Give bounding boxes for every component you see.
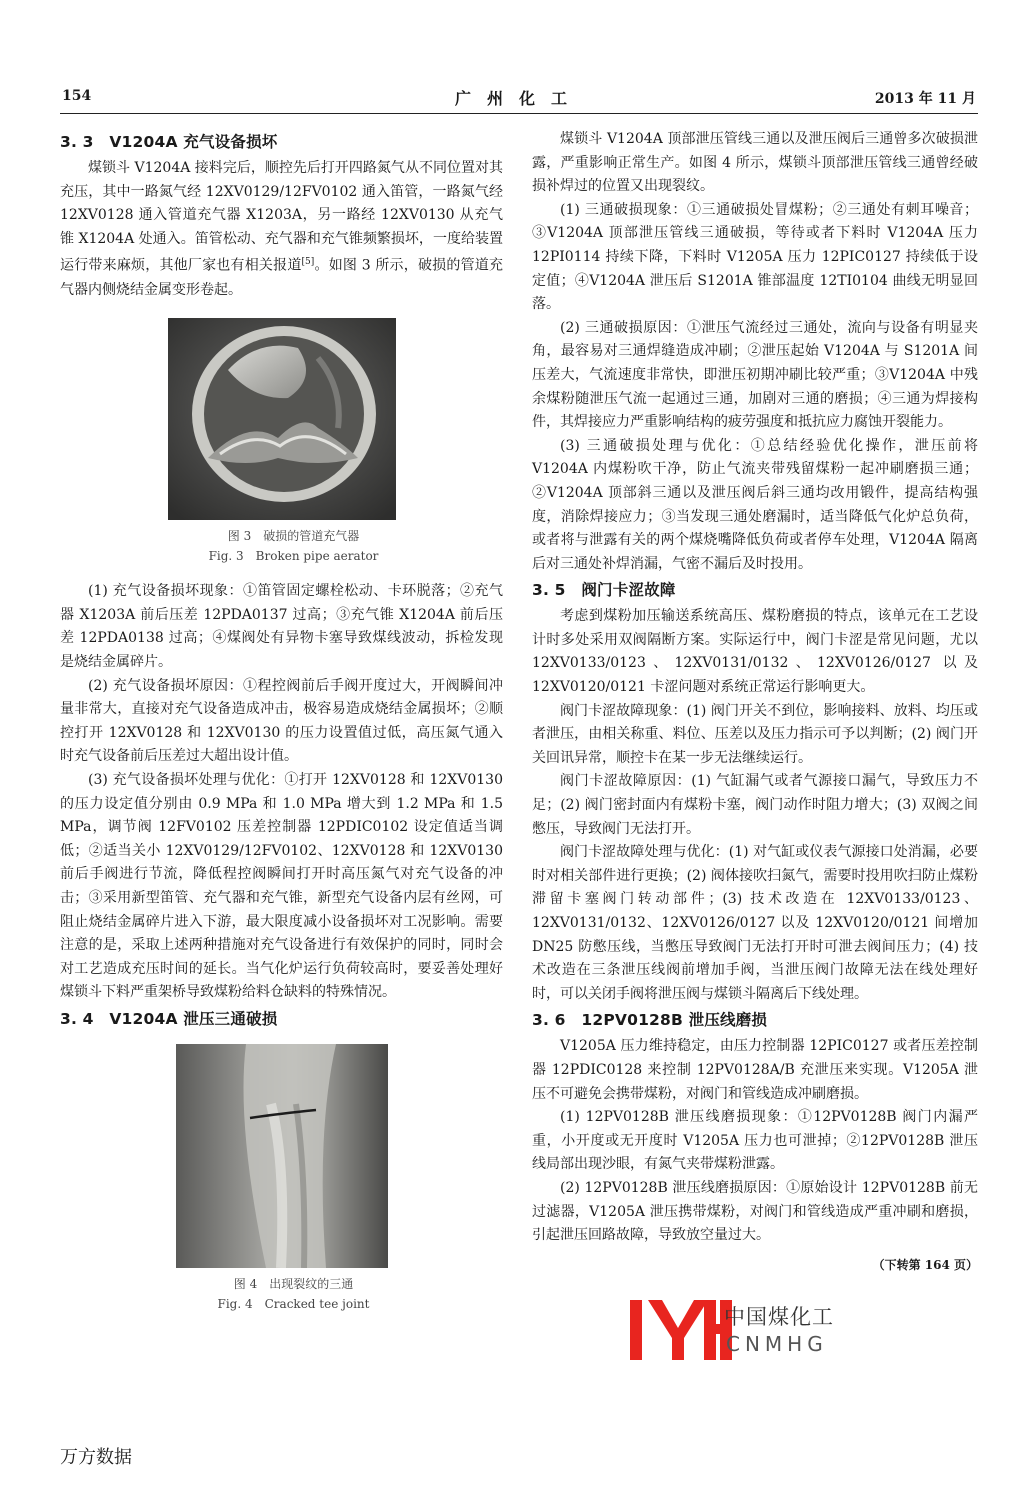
section-3-5-paragraph-3: 阀门卡涩故障原因：(1) 气缸漏气或者气源接口漏气，导致压力不足；(2) 阀门密封面内有煤粉卡塞，阀门动作时阻力增大；(3) 双阀之间憋压，导致阀门无法打开。 [532, 773, 978, 837]
watermark-text-en: CNMHG [726, 1332, 828, 1356]
page-number: 154 [62, 88, 92, 104]
section-3-5-paragraph-2: 阀门卡涩故障现象：(1) 阀门开关不到位，影响接料、放料、均压或者泄压，由相关称重、料位、压差以及压力指示可予以判断；(2) 阀门开关回讯异常，顺控卡在某一步无法继续运行。 [532, 702, 978, 766]
issue-date: 2013 年 11 月 [874, 91, 976, 107]
section-3-4-paragraph-4: (3) 三通破损处理与优化：①总结经验优化操作，泄压前将 V1204A 内煤粉吹干净，防止气流夹带残留煤粉一起冲刷磨损三通；②V1204A 顶部斜三通以及泄压阀后斜三通均改用锻件，提高结构强度，消除焊接应力；③当发现三通处磨漏时，适当降低气化炉总负荷，或者将与泄露有关的两个煤烧嘴降低负荷或者停车处理，V1204A 隔离后对三通处补焊消漏，气密不漏后及时投用。 [532, 437, 978, 572]
figure-3-caption-en: Fig. 3 Broken pipe aerator [208, 549, 379, 564]
reference-mark: [5] [301, 257, 315, 268]
figure-3-caption-cn: 图 3 破损的管道充气器 [227, 529, 360, 544]
figure-3-photo [168, 318, 396, 520]
source-watermark: 万方数据 [60, 1447, 132, 1468]
section-3-5-title: 3. 5 阀门卡涩故障 [532, 581, 676, 600]
continued-note: （下转第 164 页） [872, 1257, 978, 1272]
section-3-6-paragraph-3: (2) 12PV0128B 泄压线磨损原因：①原始设计 12PV0128B 前无过滤器，V1205A 泄压携带煤粉，对阀门和管线造成严重冲刷和磨损，引起泄压回路故障，导致放空量过大。 [532, 1179, 978, 1244]
left-column [60, 128, 503, 1314]
journal-name: 广 州 化 工 [455, 89, 568, 108]
watermark-text-cn: 中国煤化工 [724, 1305, 834, 1329]
section-3-3-paragraph-3: (2) 充气设备损坏原因：①程控阀前后手阀开度过大，开阀瞬间冲量非常大，直接对充气设备造成冲击，极容易造成烧结金属损坏；②顺控打开 12XV0128 和 12XV0130 的压力设置值过低，高压氮气通入时充气设备前后压差过大超出设计值。 [60, 677, 503, 765]
section-3-4-title: 3. 4 V1204A 泄压三通破损 [60, 1009, 278, 1028]
section-3-4-paragraph-1: 煤锁斗 V1204A 顶部泄压管线三通以及泄压阀后三通曾多次破损泄露，严重影响正常生产。如图 4 所示，煤锁斗顶部泄压管线三通曾经破损补焊过的位置又出现裂纹。 [532, 131, 978, 195]
section-3-6-paragraph-2: (1) 12PV0128B 泄压线磨损现象：①12PV0128B 阀门内漏严重，小开度或无开度时 V1205A 压力也可泄掉；②12PV0128B 泄压线局部出现沙眼，有氮气夹带煤粉泄露。 [532, 1109, 978, 1173]
section-3-5-paragraph-1: 考虑到煤粉加压输送系统高压、煤粉磨损的特点，该单元在工艺设计时多处采用双阀隔断方案。实际运行中，阀门卡涩是常见问题，尤以 12XV0133/0123、12XV0131/0132、12XV0126/0127 以及 12XV0120/0121 卡涩问题对系统正常运行影响更大。 [532, 608, 978, 696]
section-3-3-paragraph-4: (3) 充气设备损坏处理与优化：①打开 12XV0128 和 12XV0130 的压力设定值分别由 0.9 MPa 和 1.0 MPa 增大到 1.2 MPa 和 1.5 MPa，调节阀 12FV0102 压差控制器 12PDIC0102 设定值适当调低；②适当关小 12XV0129/12FV0102、12XV0128 和 12XV0130 前后手阀进行节流，降低程控阀瞬间打开时高压氮气对充气设备的冲击；③采用新型笛管、充气器和充气锥，新型充气设备内层有丝网，可阻止烧结金属碎片进入下游，最大限度减小设备损坏对工况影响。需要注意的是，采取上述两种措施对充气设备进行有效保护的同时，同时会对工艺造成充压时间的延长。当气化炉运行负荷较高时，要妥善处理好煤锁斗下料严重架桥导致煤粉给料仓缺料的特殊情况。 [60, 771, 503, 1001]
right-column [532, 128, 978, 1277]
section-3-3-paragraph-2: (1) 充气设备损坏现象：①笛管固定螺栓松动、卡环脱落；②充气器 X1203A 前后压差 12PDA0137 过高；③充气锥 X1204A 前后压差 12PDA0138 过高；④煤阀处有异物卡塞导致煤线波动，拆检发现是烧结金属碎片。 [60, 583, 503, 670]
section-3-3-title: 3. 3 V1204A 充气设备损坏 [60, 133, 278, 151]
figure-4-photo [176, 1044, 388, 1268]
section-3-6-title: 3. 6 12PV0128B 泄压线磨损 [532, 1011, 768, 1030]
figure-4-caption-cn: 图 4 出现裂纹的三通 [233, 1276, 354, 1291]
section-3-3-paragraph-1: 煤锁斗 V1204A 接料完后，顺控先后打开四路氮气从不同位置对其充压，其中一路氮气经 12XV0129/12FV0102 通入笛管，一路氮气经 12XV0128 通入管道充气器 X1203A，另一路经 12XV0130 从充气锥 X1204A 处通入。笛管松动、充气器和充气锥频繁损坏，一度给装置运行带来麻烦，其他厂家也有相关报道[5]。如图 3 所示，破损的管道充气器内侧烧结金属变形卷起。 [60, 160, 503, 298]
section-3-6-paragraph-1: V1205A 压力维持稳定，由压力控制器 12PIC0127 或者压差控制器 12PDIC0128 来控制 12PV0128A/B 充泄压来实现。V1205A 泄压不可避免会携带煤粉，对阀门和管线造成冲刷磨损。 [532, 1038, 978, 1102]
figure-4-caption-en: Fig. 4 Cracked tee joint [217, 1296, 370, 1311]
section-3-4-paragraph-2: (1) 三通破损现象：①三通破损处冒煤粉；②三通处有刺耳噪音；③V1204A 顶部泄压管线三通破损，等待或者下料时 V1204A 压力 12PI0114 持续下降，下料时 V1205A 压力 12PIC0127 持续低于设定值；④V1204A 泄压后 S1201A 锥部温度 12TI0104 曲线无明显回落。 [532, 201, 978, 313]
section-3-4-paragraph-3: (2) 三通破损原因：①泄压气流经过三通处，流向与设备有明显夹角，最容易对三通焊缝造成冲刷；②泄压起始 V1204A 与 S1201A 间压差大，气流速度非常快，即泄压初期冲刷比较严重；③V1204A 中残余煤粉随泄压气流一起通过三通，加剧对三通的磨损；④三通为焊接构件，其焊接应力严重影响结构的疲劳强度和抵抗应力腐蚀开裂能力。 [532, 319, 978, 431]
section-3-5-paragraph-4: 阀门卡涩故障处理与优化：(1) 对气缸或仪表气源接口处消漏，必要时对相关部件进行更换；(2) 阀体接吹扫氮气，需要时投用吹扫防止煤粉滞留卡塞阀门转动部件；(3) 技术改造在 12XV0133/0123、12XV0131/0132、12XV0126/0127 以及 12XV0120/0121 间增加 DN25 防憋压线，当憋压导致阀门无法打开时可泄去阀间压力；(4) 技术改造在三条泄压线阀前增加手阀，当泄压阀门故障无法在线处理好时，可以关闭手阀将泄压阀与煤锁斗隔离后下线处理。 [532, 844, 978, 1002]
header-rule [60, 113, 978, 114]
